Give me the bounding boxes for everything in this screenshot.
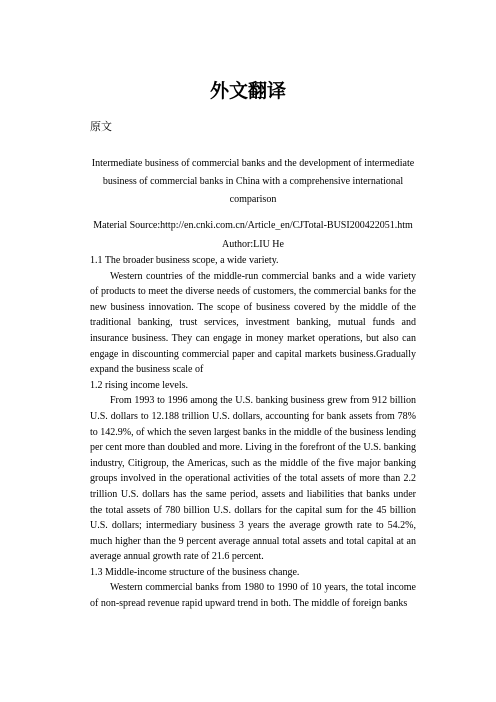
subheading-1-3: 1.3 Middle-income structure of the business change. — [90, 566, 300, 578]
section-label: 原文 — [90, 120, 112, 133]
paragraph-1-2: From 1993 to 1996 among the U.S. banking business grew from 912 billion U.S. dollars to 12.188 trillion U.S. dollars, accounting for bank assets from 78% to 142.9%, of which the seven largest banks in the middle of the business lending per cent more than doubled and more. Living in the forefront of the U.S. banking industry, Citigroup, the Americas, such as the middle of the five major banking groups involved in the operational activities of the total assets of more than 2.2 trillion U.S. dollars has the same period, assets and liabilities that banks under the total assets of 780 billion U.S. dollars for the capital sum for the 45 billion U.S. dollars; intermediary business 3 years the average growth rate to 54.2%, much higher than the 9 percent average annual total assets and total capital at an average annual growth rate of 21.6 percent. — [90, 395, 416, 563]
page-title: 外文翻译 — [209, 80, 286, 102]
article-title-line: comparison — [229, 194, 277, 205]
article-title-line: business of commercial banks in China with a comprehensive international — [102, 176, 404, 187]
paragraph-1-3: Western commercial banks from 1980 to 1990 of 10 years, the total income of non-spread revenue rapid upward trend in both. The middle of foreign banks — [90, 582, 416, 610]
subheading-1-2: 1.2 rising income levels. — [90, 379, 189, 391]
paragraph-1-1: Western countries of the middle-run commercial banks and a wide variety of products to meet the diverse needs of customers, the commercial banks for the new business innovation. The scope of business covered by the middle of the traditional banking, trust services, investment banking, mutual funds and insurance business. They can engage in money market operations, but also can engage in discounting commercial paper and capital markets business.Gradually expand the business scale of — [90, 270, 416, 376]
article-title — [90, 155, 416, 209]
subheading-1-1: 1.1 The broader business scope, a wide variety. — [90, 255, 279, 266]
source-line: Material Source:http://en.cnki.com.cn/Article_en/CJTotal-BUSI200422051.htm — [93, 220, 413, 231]
author-line: Author:LIU He — [222, 239, 284, 250]
body-text — [90, 253, 416, 612]
article-title-line: Intermediate business of commercial banks and the development of intermediate — [91, 158, 415, 169]
